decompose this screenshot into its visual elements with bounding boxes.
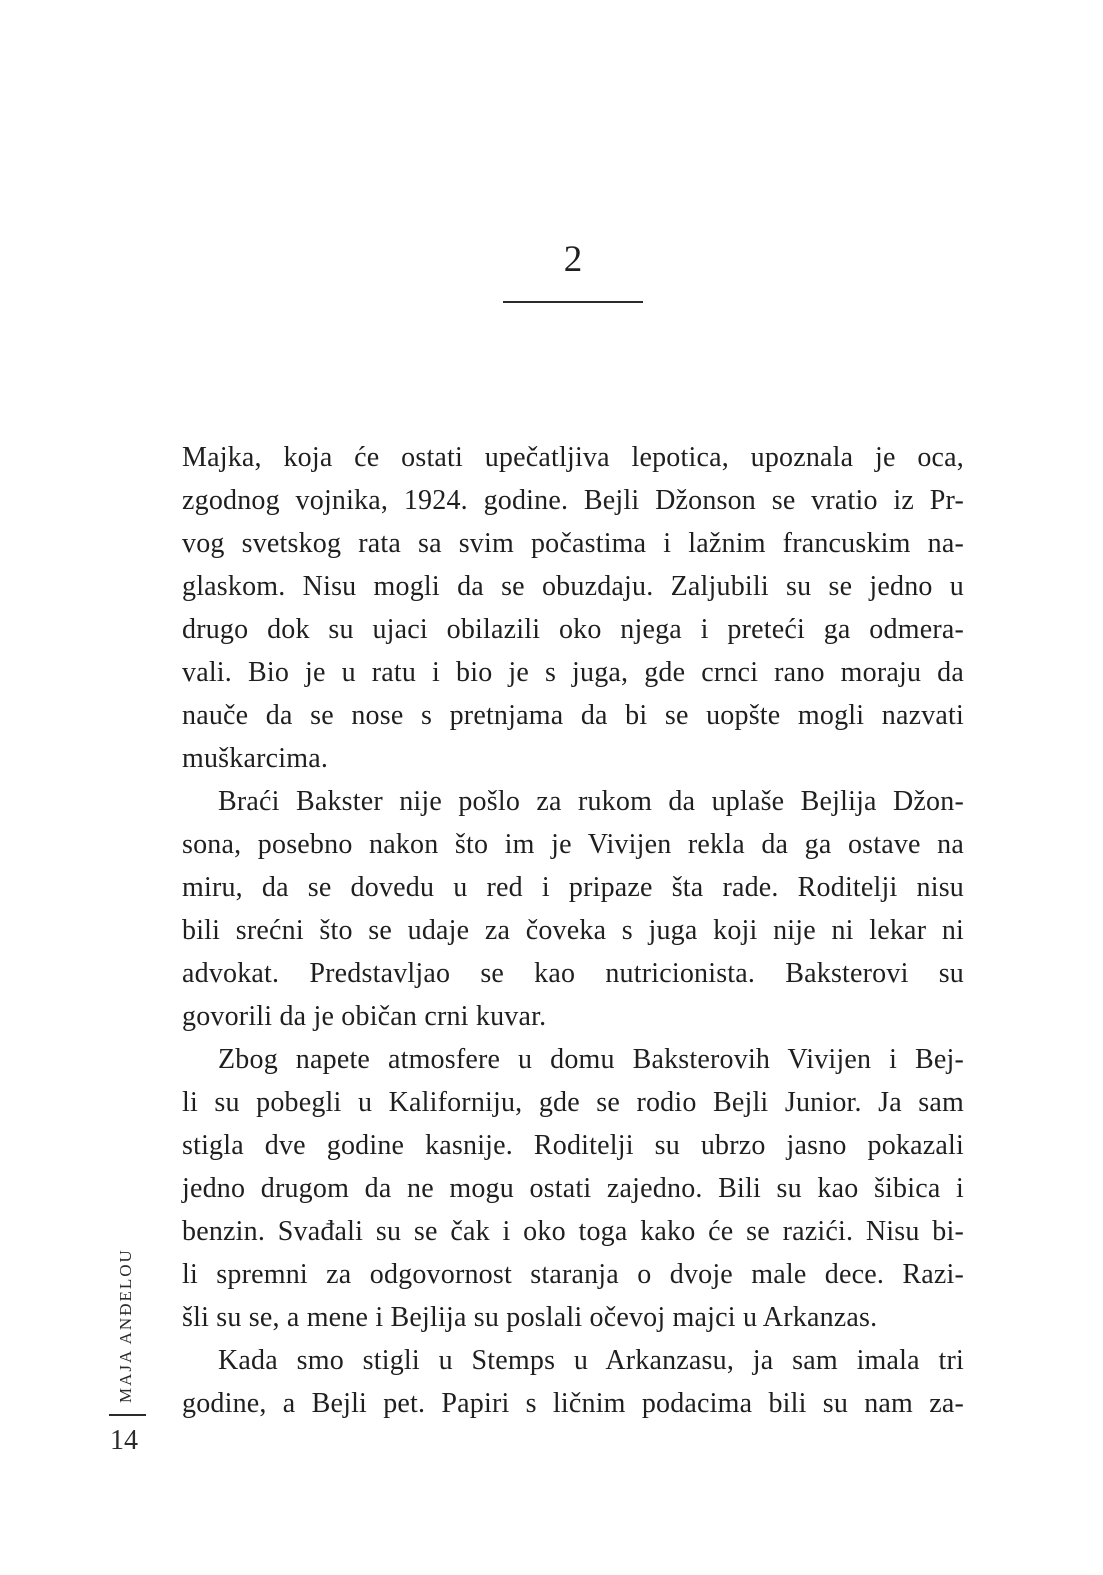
text-line: miru, da se dovedu u red i pripaze šta rade. Roditelji nisu [182,872,964,903]
text-line: Kada smo stigli u Stemps u Arkanzasu, ja sam imala tri [218,1345,964,1376]
text-line: Braći Bakster nije pošlo za rukom da uplaše Bejlija Džon- [218,786,964,817]
margin-author-name: MAJA ANĐELOU [116,1248,135,1403]
body-text [182,436,964,1425]
text-line: li spremni za odgovornost staranja o dvoje male dece. Razi- [182,1259,964,1290]
page-number: 14 [110,1425,138,1456]
text-line: vog svetskog rata sa svim počastima i lažnim francuskim na- [182,528,964,559]
text-line: vali. Bio je u ratu i bio je s juga, gde crnci rano moraju da [182,657,964,688]
text-line: godine, a Bejli pet. Papiri s ličnim podacima bili su nam za- [182,1388,964,1419]
text-line: benzin. Svađali su se čak i oko toga kako će se razići. Nisu bi- [182,1216,964,1247]
text-line: stigla dve godine kasnije. Roditelji su ubrzo jasno pokazali [182,1130,964,1161]
text-line: Zbog napete atmosfere u domu Baksterovih Vivijen i Bej- [218,1044,964,1075]
text-line: drugo dok su ujaci obilazili oko njega i preteći ga odmera- [182,614,964,645]
text-line: nauče da se nose s pretnjama da bi se uopšte mogli nazvati [182,700,964,731]
text-line: advokat. Predstavljao se kao nutricionista. Baksterovi su [182,958,964,989]
text-line: jedno drugom da ne mogu ostati zajedno. Bili su kao šibica i [182,1173,964,1204]
text-line: li su pobegli u Kaliforniju, gde se rodio Bejli Junior. Ja sam [182,1087,964,1118]
text-line: zgodnog vojnika, 1924. godine. Bejli Džonson se vratio iz Pr- [182,485,964,516]
chapter-divider-rule [503,301,643,303]
text-line: Majka, koja će ostati upečatljiva lepotica, upoznala je oca, [182,442,964,473]
text-line: glaskom. Nisu mogli da se obuzdaju. Zaljubili su se jedno u [182,571,964,602]
text-line: šli su se, a mene i Bejlija su poslali očevoj majci u Arkanzas. [182,1302,878,1333]
text-line: muškarcima. [182,743,329,774]
text-line: govorili da je običan crni kuvar. [182,1001,547,1032]
text-line: sona, posebno nakon što im je Vivijen rekla da ga ostave na [182,829,964,860]
page-number-rule [109,1414,146,1416]
text-line: bili srećni što se udaje za čoveka s juga koji nije ni lekar ni [182,915,964,946]
chapter-number: 2 [563,239,583,280]
